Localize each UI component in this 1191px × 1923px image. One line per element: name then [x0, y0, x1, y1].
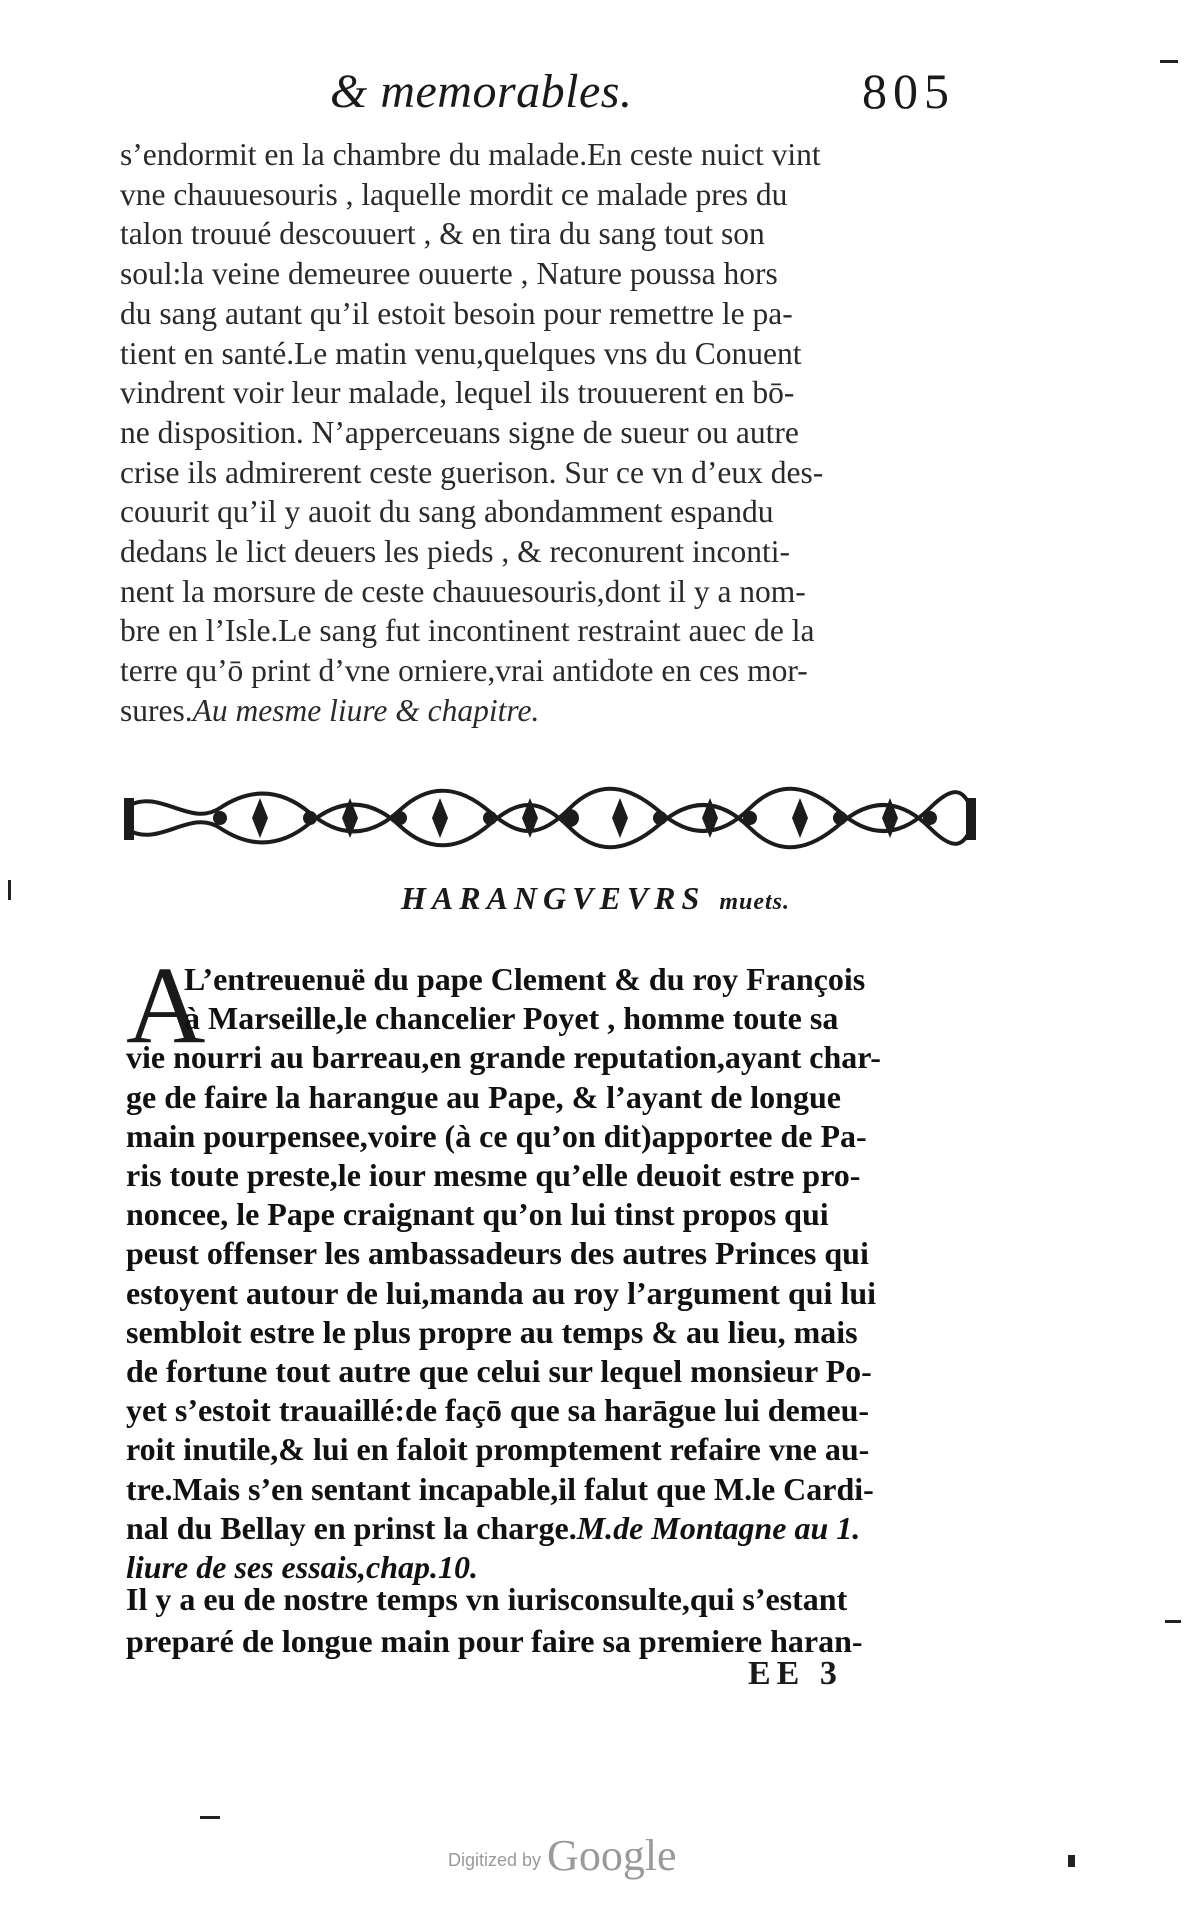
paragraph-2 — [126, 960, 966, 1587]
text-line: dedans le lict deuers les pieds , & reconurent inconti- — [120, 534, 791, 570]
text-line: tre.Mais s’en sentant incapable,il falut que M.le Cardi- — [126, 1470, 874, 1507]
text-line: du sang autant qu’il estoit besoin pour remettre le pa- — [120, 295, 793, 331]
text-line: roit inutile,& lui en faloit promptement refaire vne au- — [126, 1431, 870, 1468]
text-line: vne chauuesouris , laquelle mordit ce malade pres du — [120, 176, 788, 212]
margin-speck — [1165, 1620, 1181, 1623]
text-line: soul:la veine demeuree ouuerte , Nature poussa hors — [120, 256, 778, 292]
text-line: main pourpensee,voire (à ce qu’on dit)apportee de Pa- — [126, 1117, 867, 1154]
signature-mark: EE 3 — [748, 1655, 843, 1692]
text-line — [126, 1509, 966, 1548]
last-line-text: sures. — [120, 692, 193, 728]
text-line: ris toute preste,le iour mesme qu’elle deuoit estre pro- — [126, 1157, 861, 1194]
text-line: ge de faire la harangue au Pape, & l’ayant de longue — [126, 1078, 841, 1115]
text-line: bre en l’Isle.Le sang fut incontinent restraint auec de la — [120, 613, 815, 649]
text-line: tient en santé.Le matin venu,quelques vns du Conuent — [120, 335, 802, 371]
page-number: 805 — [862, 63, 955, 119]
margin-speck — [200, 1816, 220, 1819]
text-line: vindrent voir leur malade, lequel ils trouuerent en bō- — [120, 375, 795, 411]
heading-main: HARANGVEVRS — [401, 880, 706, 916]
drop-cap: A — [126, 944, 206, 1066]
citation: Au mesme liure & chapitre. — [192, 692, 540, 728]
google-logo: Google — [547, 1831, 677, 1880]
text-line: s’endormit en la chambre du malade.En ceste nuict vint — [120, 137, 821, 172]
text-line: yet s’estoit trauaillé:de façō que sa harāgue lui demeu- — [126, 1392, 870, 1429]
text-line: ne disposition. N’apperceuans signe de sueur ou autre — [120, 414, 799, 450]
margin-speck — [1068, 1855, 1075, 1867]
paragraph-1 — [120, 135, 960, 731]
text-line: nent la morsure de ceste chauuesouris,dont il y a nom- — [120, 573, 806, 609]
text-line: sembloit estre le plus propre au temps & au lieu, mais — [126, 1313, 858, 1350]
text-line: vie nourri au barreau,en grande reputation,ayant char- — [126, 1039, 881, 1076]
text-line: noncee, le Pape craignant qu’on lui tinst propos qui — [126, 1196, 829, 1233]
text-line: crise ils admirerent ceste guerison. Sur ce vn d’eux des- — [120, 454, 824, 490]
watermark-prefix: Digitized by — [448, 1850, 542, 1870]
text-line: Il y a eu de nostre temps vn iurisconsulte,qui s’estant — [126, 1581, 848, 1617]
margin-speck — [8, 880, 11, 900]
text-line: couurit qu’il y auoit du sang abondamment espandu — [120, 494, 774, 530]
text-line: terre qu’ō print d’vne orniere,vrai antidote en ces mor- — [120, 653, 808, 689]
section-heading — [0, 880, 1191, 917]
citation-continued: liure de ses essais,chap.10. — [126, 1549, 478, 1586]
digitized-watermark — [448, 1830, 677, 1881]
running-head: & memorables. — [330, 65, 633, 118]
text-line-last — [120, 691, 960, 731]
page-header — [0, 58, 1191, 128]
margin-speck — [1160, 60, 1178, 63]
text-line: preparé de longue main pour faire sa premiere haran- — [126, 1623, 863, 1659]
text-line: peust offenser les ambassadeurs des autres Princes qui — [126, 1235, 869, 1272]
text-line: L’entreuenuë du pape Clement & du roy François — [184, 961, 866, 997]
paragraph-3 — [126, 1578, 966, 1662]
text-line: estoyent autour de lui,manda au roy l’argument qui lui — [126, 1274, 877, 1311]
text-line: de fortune tout autre que celui sur lequel monsieur Po- — [126, 1353, 872, 1390]
decorative-ornament-band — [120, 778, 980, 858]
last-line-text: nal du Bellay en prinst la charge. — [126, 1509, 577, 1546]
heading-small: muets. — [719, 889, 790, 915]
text-line: talon trouué descouuert , & en tira du sang tout son — [120, 216, 765, 252]
citation: M.de Montagne au 1. — [576, 1509, 861, 1546]
text-line: à Marseille,le chancelier Poyet , homme toute sa — [184, 1000, 839, 1037]
